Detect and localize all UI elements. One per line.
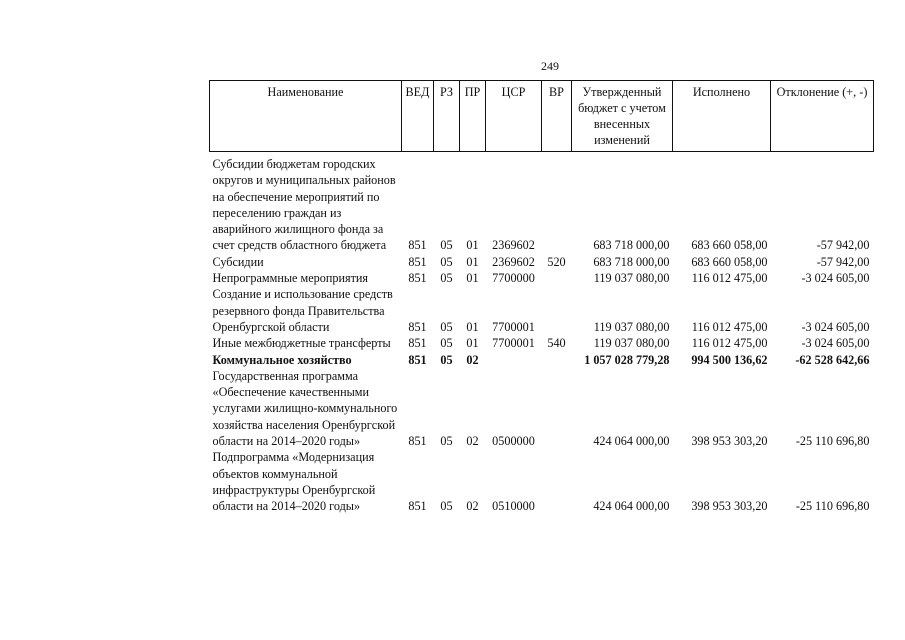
row-name: Субсидии [212,254,264,269]
row-ved: 851 [408,238,427,253]
row-deviation: -57 942,00 [816,254,870,269]
header-rz: РЗ [434,81,460,152]
row-pr: 02 [466,499,479,514]
row-pr: 02 [466,434,479,449]
row-vr [542,352,572,368]
row-approved: 119 037 080,00 [593,336,670,351]
row-name: Государственная программа «Обеспечение качественными услугами жилищно-коммунального хозяйства населения Оренбургской области на 2014–2020 годы» [212,368,398,449]
header-ved: ВЕД [402,81,434,152]
row-rz: 05 [440,271,453,286]
row-csr [486,352,542,368]
row-ved: 851 [408,434,427,449]
row-csr: 0500000 [492,434,535,449]
row-pr: 01 [466,238,479,253]
row-executed: 116 012 475,00 [691,319,768,334]
row-csr: 7700001 [492,336,535,351]
header-pr: ПР [460,81,486,152]
row-executed: 116 012 475,00 [691,271,768,286]
row-approved: 119 037 080,00 [593,271,670,286]
row-approved: 683 718 000,00 [593,238,670,253]
row-name: Субсидии бюджетам городских округов и муниципальных районов на обеспечение мероприятий по переселению граждан из аварийного жилищного фонда за счет средств областного бюджета [212,157,396,253]
row-executed: 116 012 475,00 [691,336,768,351]
row-ved: 851 [408,336,427,351]
row-pr: 01 [466,319,479,334]
row-rz: 05 [440,319,453,334]
row-name: Подпрограмма «Модернизация объектов коммунальной инфраструктуры Оренбургской области на 2014–2020 годы» [212,450,376,514]
row-executed: 683 660 058,00 [691,238,768,253]
row-vr [542,286,572,335]
table-header-row [210,81,874,152]
header-name: Наименование [210,81,402,152]
row-name: Коммунальное хозяйство [212,352,352,367]
table-row [210,152,874,254]
row-deviation: -57 942,00 [816,238,870,253]
row-pr: 01 [466,271,479,286]
header-deviation: Отклонение (+, -) [771,81,874,152]
row-rz: 05 [440,238,453,253]
row-vr: 540 [547,336,566,351]
row-deviation: -3 024 605,00 [801,336,870,351]
table-row [210,270,874,286]
table-row [210,449,874,514]
row-ved: 851 [408,271,427,286]
row-rz: 05 [440,352,453,367]
table-row [210,286,874,335]
header-approved: Утвержденный бюджет с учетом внесенных изменений [572,81,673,152]
row-deviation: -25 110 696,80 [795,434,870,449]
table-row [210,368,874,449]
row-csr: 0510000 [492,499,535,514]
row-vr [542,449,572,514]
row-deviation: -3 024 605,00 [801,271,870,286]
row-pr: 01 [466,254,479,269]
budget-table [209,80,874,515]
row-name: Непрограммные мероприятия [212,271,369,286]
row-ved: 851 [408,352,427,367]
row-csr: 2369602 [492,238,535,253]
row-csr: 7700000 [492,271,535,286]
header-executed: Исполнено [673,81,771,152]
row-rz: 05 [440,434,453,449]
row-vr [542,152,572,254]
row-pr: 01 [466,336,479,351]
row-ved: 851 [408,499,427,514]
row-rz: 05 [440,254,453,269]
table-row-section-total [210,352,874,368]
row-approved: 683 718 000,00 [593,254,670,269]
row-ved: 851 [408,254,427,269]
row-executed: 398 953 303,20 [691,499,768,514]
row-pr: 02 [466,352,479,367]
row-approved: 119 037 080,00 [593,319,670,334]
row-approved: 1 057 028 779,28 [584,352,670,367]
row-csr: 2369602 [492,254,535,269]
row-deviation: -3 024 605,00 [801,319,870,334]
row-approved: 424 064 000,00 [593,499,670,514]
row-approved: 424 064 000,00 [593,434,670,449]
header-vr: ВР [542,81,572,152]
table-row [210,335,874,351]
row-vr [542,270,572,286]
table-row [210,254,874,270]
row-csr: 7700001 [492,319,535,334]
row-executed: 994 500 136,62 [691,352,768,367]
row-rz: 05 [440,499,453,514]
header-csr: ЦСР [486,81,542,152]
row-executed: 683 660 058,00 [691,254,768,269]
row-deviation: -62 528 642,66 [795,352,870,367]
row-name: Иные межбюджетные трансферты [212,336,391,351]
row-vr: 520 [547,254,566,269]
row-executed: 398 953 303,20 [691,434,768,449]
row-deviation: -25 110 696,80 [795,499,870,514]
row-ved: 851 [408,319,427,334]
page-number: 249 [541,59,559,73]
row-rz: 05 [440,336,453,351]
row-vr [542,368,572,449]
row-name: Создание и использование средств резервного фонда Правительства Оренбургской области [212,287,393,334]
